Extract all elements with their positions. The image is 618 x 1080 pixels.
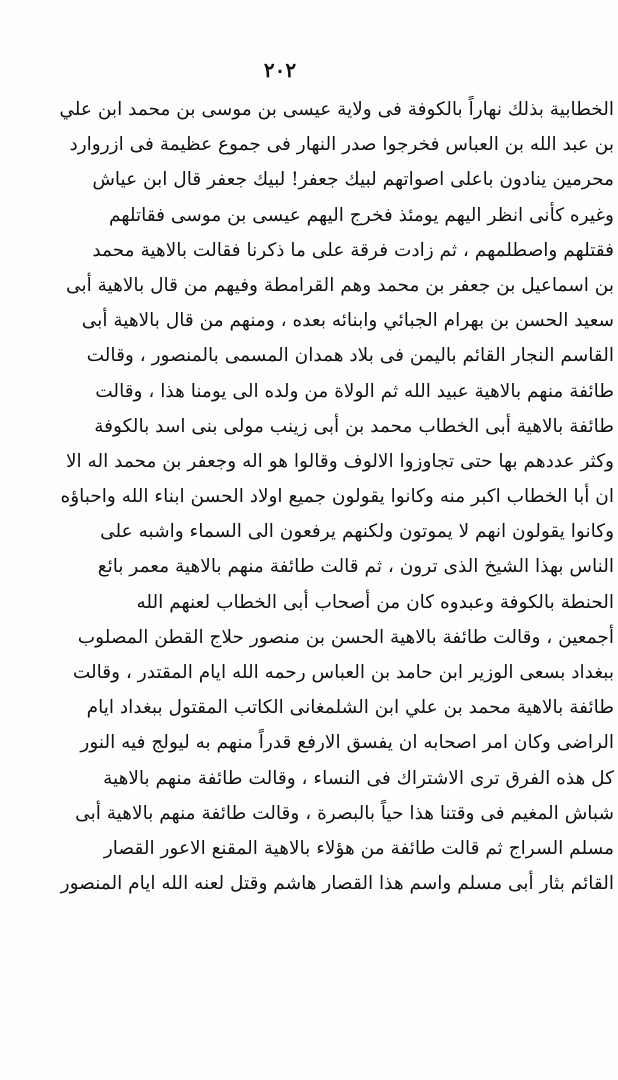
- text-line: القائم بثار أبى مسلم واسم هذا القصار هاشم وقتل لعنه الله ايام المنصور: [60, 873, 614, 895]
- text-line: طائفة منهم بالاهية عبيد الله ثم الولاة من ولده الى يومنا هذا ، وقالت: [95, 380, 614, 402]
- text-line: طائفة بالاهية أبى الخطاب محمد بن أبى زينب مولى بنى اسد بالكوفة: [94, 415, 614, 437]
- text-line: ببغداد بسعى الوزير ابن حامد بن العباس رحمه الله ايام المقتدر ، وقالت: [72, 662, 614, 683]
- text-line: بن اسماعيل بن جعفر بن محمد وهم القرامطة وفيهم من قال بالاهية أبى: [66, 274, 614, 296]
- text-line: الحنطة بالكوفة وعبدوه كان من أصحاب أبى الخطاب لعنهم الله: [136, 591, 614, 613]
- text-line: محرمين ينادون باعلى اصواتهم لبيك جعفر! لبيك جعفر قال ابن عياش: [92, 169, 614, 191]
- text-line: ان أبا الخطاب اكبر منه وكانوا يقولون جميع اولاد الحسن ابناء الله واحباؤه: [60, 486, 614, 508]
- text-line: كل هذه الفرق ترى الاشتراك فى النساء ، وقالت طائفة منهم بالاهية: [103, 767, 614, 789]
- text-line: وغيره كأنى انظر اليهم يومئذ فخرج اليهم عيسى بن موسى فقاتلهم: [109, 204, 614, 226]
- text-line: القاسم النجار القائم باليمن فى بلاد همدان المسمى بالمنصور ، وقالت: [86, 345, 614, 367]
- text-line: طائفة بالاهية محمد بن علي ابن الشلمغانى الكاتب المقتول ببغداد ايام: [86, 697, 614, 719]
- text-line: الخطابية بذلك نهاراً بالكوفة فى ولاية عيسى بن موسى بن محمد ابن علي: [59, 99, 614, 120]
- text-line: بن عبد الله بن العباس فخرجوا صدر النهار فى جموع عظيمة فى ازروارد: [69, 134, 614, 156]
- text-line: الراضى وكان امر اصحابه ان يفسق الارفع قدراً منهم به ليولج فيه النور: [80, 732, 614, 754]
- text-line: شباش المغيم فى وقتنا هذا حياً بالبصرة ، وقالت طائفة منهم بالاهية أبى: [75, 802, 614, 824]
- text-line: مسلم السراج ثم قالت طائفة من هؤلاء بالاهية المقنع الاعور القصار: [103, 837, 614, 859]
- text-line: فقتلهم واصطلمهم ، ثم زادت فرقة على ما ذكرنا فقالت بالاهية محمد: [92, 239, 614, 261]
- text-line: سعيد الحسن بن بهرام الجبائي وابنائه بعده ، ومنهم من قال بالاهية أبى: [81, 310, 614, 332]
- text-line: الناس بهذا الشيخ الذى ترون ، ثم قالت طائفة منهم بالاهية معمر بائع: [97, 556, 614, 578]
- text-line: وكثر عددهم بها حتى تجاوزوا الالوف وقالوا هو اله وجعفر بن محمد اله الا: [65, 450, 614, 472]
- body-text: [0, 92, 614, 1052]
- text-line: أجمعين ، وقالت طائفة بالاهية الحسن بن منصور حلاج القطن المصلوب: [77, 626, 614, 648]
- text-line: وكانوا يقولون انهم لا يموتون ولكنهم يرفعون الى السماء واشبه على: [100, 521, 614, 543]
- page-number: ٢٠٢: [263, 58, 297, 82]
